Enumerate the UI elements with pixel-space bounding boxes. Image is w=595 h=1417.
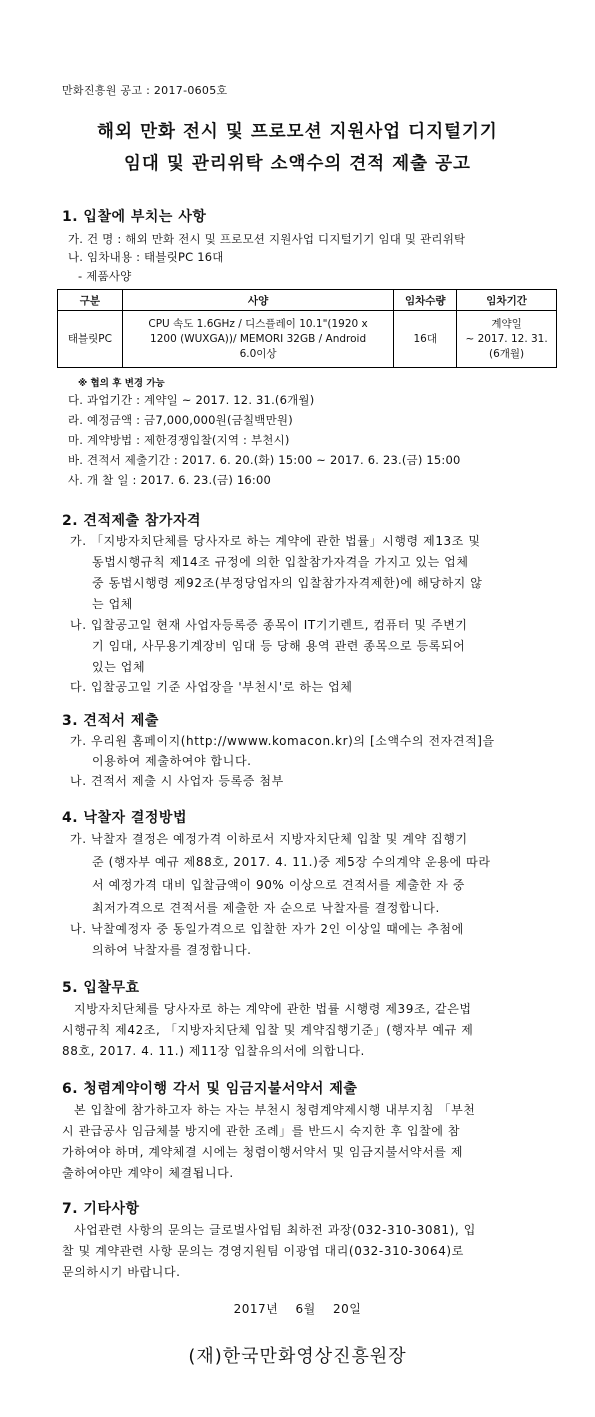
section-7-heading: 7. 기타사항 [62,1201,140,1217]
s3-line: 나. 견적서 제출 시 사업자 등록증 첨부 [70,774,284,788]
section-4-heading: 4. 낙찰자 결정방법 [62,810,187,826]
s2-line: 중 동법시행령 제92조(부정당업자의 입찰참가자격제한)에 해당하지 않 [92,576,483,590]
s6-line: 출하여야만 계약이 체결됩니다. [62,1166,234,1180]
s5-line: 시행규칙 제42조, 「지방자치단체 입찰 및 계약집행기준」(행자부 예규 제 [62,1023,474,1037]
spec-line-1: CPU 속도 1.6GHz / 디스플레이 10.1"(1920 x [148,317,368,330]
spec-table [57,289,557,368]
s1-item-opening: 사. 개 찰 일 : 2017. 6. 23.(금) 16:00 [68,473,272,487]
s4-line: 의하여 낙찰자를 결정합니다. [92,943,252,957]
s2-line: 기 임대, 사무용기계장비 임대 등 당해 용역 관련 종목으로 등록되어 [92,639,466,653]
spec-header-period: 임차기간 [457,290,557,311]
s4-line: 가. 낙찰자 결정은 예정가격 이하로서 지방자치단체 입찰 및 계약 집행기 [70,832,468,846]
spec-cell-category: 태블릿PC [58,311,123,368]
spec-header-spec: 사양 [122,290,393,311]
s4-line: 준 (행자부 예규 제88호, 2017. 4. 11.)중 제5장 수의계약 운용에 따라 [92,855,491,869]
s5-line: 88호, 2017. 4. 11.) 제11장 입찰유의서에 의합니다. [62,1044,365,1058]
s2-line: 나. 입찰공고일 현재 사업자등록증 종목이 IT기기렌트, 컴퓨터 및 주변기 [70,618,468,632]
section-1-heading: 1. 입찰에 부치는 사항 [62,209,207,225]
s1-item-spec-label: - 제품사양 [78,269,132,283]
spec-header-category: 구분 [58,290,123,311]
s7-line: 사업관련 사항의 문의는 글로벌사업팀 최하전 과장(032-310-3081), 입 [74,1223,476,1237]
s2-line: 동법시행규칙 제14조 규정에 의한 입찰참가자격을 가지고 있는 업체 [92,555,469,569]
s2-line: 있는 업체 [92,660,146,674]
period-line-2: ~ 2017. 12. 31. [465,332,548,345]
period-line-3: (6개월) [488,347,525,360]
spec-table-row [58,311,557,368]
s6-line: 본 입찰에 참가하고자 하는 자는 부천시 청렴계약제시행 내부지침 「부천 [74,1103,476,1117]
notice-number: 만화진흥원 공고 : 2017-0605호 [62,84,228,97]
s2-line: 는 업체 [92,597,133,611]
s6-line: 시 관급공사 임금체불 방지에 관한 조례」를 반드시 숙지한 후 입찰에 참 [62,1124,461,1138]
spec-header-qty: 임차수량 [394,290,457,311]
s1-item-budget: 라. 예정금액 : 금7,000,000원(금칠백만원) [68,413,293,427]
section-5-heading: 5. 입찰무효 [62,980,140,996]
s7-line: 찰 및 계약관련 사항 문의는 경영지원팀 이광엽 대리(032-310-3064)로 [62,1244,464,1258]
issuer-signature: (재)한국만화영상진흥원장 [188,1346,407,1367]
title-line-2: 임대 및 관리위탁 소액수의 견적 제출 공고 [124,154,471,174]
section-6-heading: 6. 청렴계약이행 각서 및 임금지불서약서 제출 [62,1081,358,1097]
notice-date: 2017년 6월 20일 [233,1302,362,1316]
spec-table-header-row [58,290,557,311]
s1-item-rental: 나. 임차내용 : 태블릿PC 16대 [68,250,224,264]
s4-line: 나. 낙찰예정자 중 동일가격으로 입찰한 자가 2인 이상일 때에는 추첨에 [70,922,464,936]
s3-line: 가. 우리원 홈페이지(http://wwww.komacon.kr)의 [소액수의 전자견적]을 [70,734,495,748]
title-line-1: 해외 만화 전시 및 프로모션 지원사업 디지털기기 [97,122,498,142]
s2-line: 가. 「지방자치단체를 당사자로 하는 계약에 관한 법률」시행령 제13조 및 [70,534,481,548]
s1-item-project-name: 가. 건 명 : 해외 만화 전시 및 프로모션 지원사업 디지털기기 임대 및 관리위탁 [68,232,466,246]
s1-item-period: 다. 과업기간 : 계약일 ~ 2017. 12. 31.(6개월) [68,393,315,407]
s5-line: 지방자치단체를 당사자로 하는 계약에 관한 법률 시행령 제39조, 같은법 [74,1002,472,1016]
s3-line: 이용하여 제출하여야 합니다. [92,754,252,768]
s6-line: 가하여야 하며, 계약체결 시에는 청렴이행서약서 및 임금지불서약서를 제 [62,1145,464,1159]
s1-item-method: 마. 계약방법 : 제한경쟁입찰(지역 : 부천시) [68,433,290,447]
s4-line: 서 예정가격 대비 입찰금액이 90% 이상으로 견적서를 제출한 자 중 [92,878,466,892]
s4-line: 최저가격으로 견적서를 제출한 자 순으로 낙찰자를 결정합니다. [92,901,440,915]
spec-cell-period [457,311,557,368]
s7-line: 문의하시기 바랍니다. [62,1265,181,1279]
s1-item-submission: 바. 견적서 제출기간 : 2017. 6. 20.(화) 15:00 ~ 2017. 6. 23.(금) 15:00 [68,453,461,467]
section-2-heading: 2. 견적제출 참가자격 [62,513,201,529]
period-line-1: 계약일 [491,317,522,330]
s2-line: 다. 입찰공고일 기준 사업장을 '부천시'로 하는 업체 [70,680,353,694]
change-note: ※ 협의 후 변경 가능 [78,378,165,389]
spec-cell-qty: 16대 [394,311,457,368]
spec-cell-spec [122,311,393,368]
section-3-heading: 3. 견적서 제출 [62,713,159,729]
spec-line-2: 1200 (WUXGA))/ MEMORI 32GB / Android [150,332,367,345]
spec-line-3: 6.0이상 [239,347,277,360]
